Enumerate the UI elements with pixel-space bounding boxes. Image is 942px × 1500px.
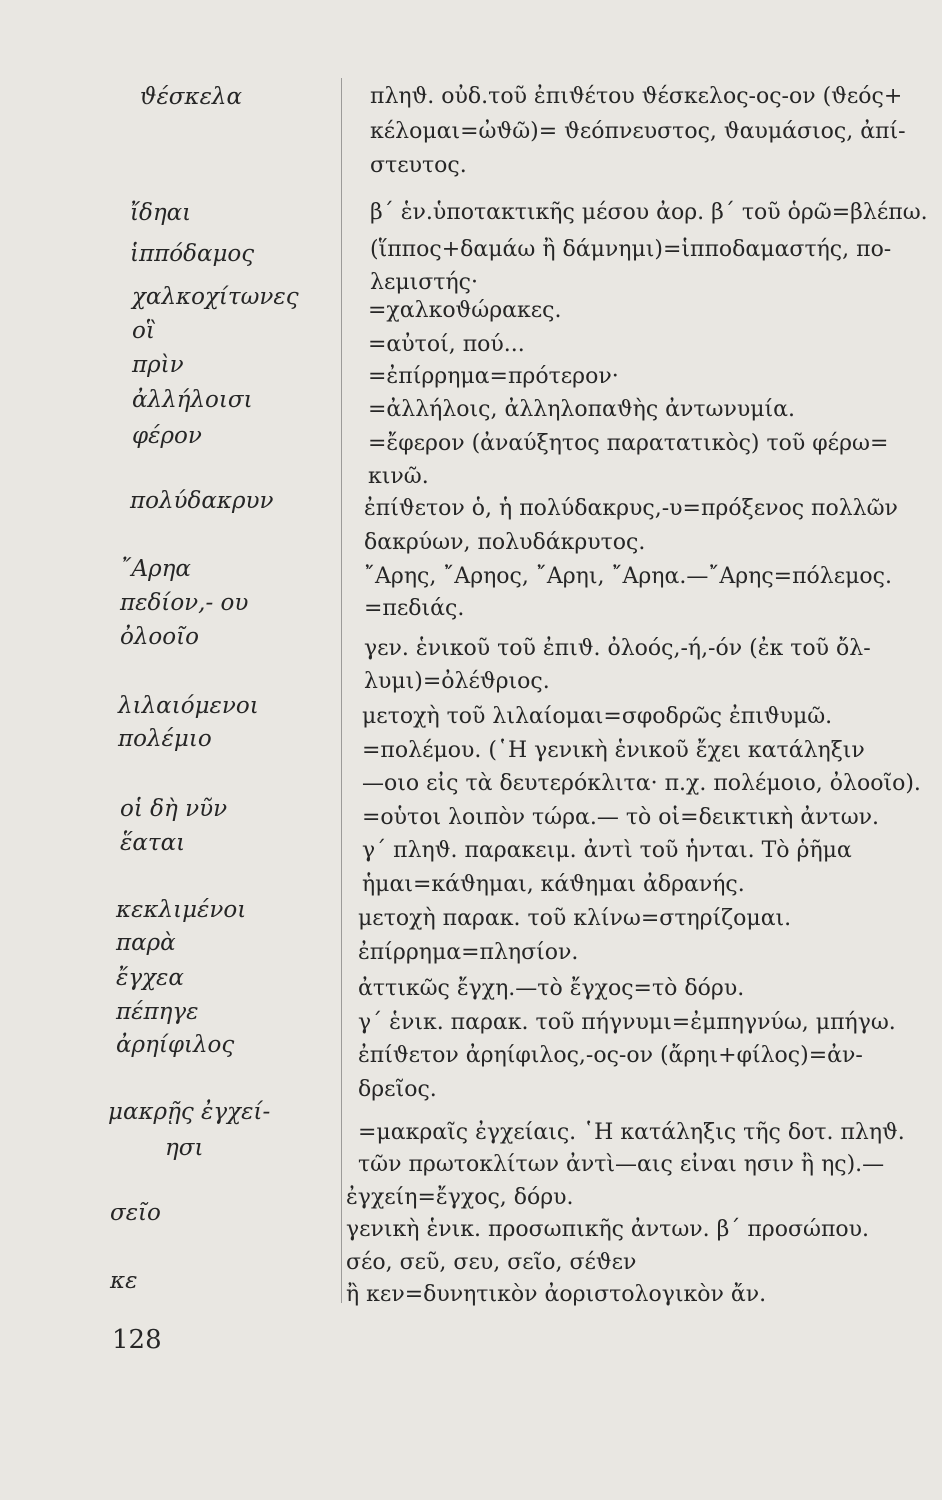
gloss-line: —οιο εἰς τὰ δευτερόκλιτα· π.χ. πολέμοιο, ὀλοοῖο). [362,771,921,796]
lemma: παρὰ [116,930,176,956]
lemma: πρὶν [132,352,184,378]
lemma: οἱ δὴ νῦν [120,796,228,822]
lemma: λιλαιόμενοι [118,693,259,719]
lemma: φέρον [132,423,202,449]
lemma: πέπηγε [116,999,199,1025]
gloss-line: =πεδιάς. [364,596,465,621]
gloss-line: =ἐπίρρημα=πρότερον· [368,364,619,389]
gloss-line: γεν. ἑνικοῦ τοῦ ἐπιϑ. ὀλοός,-ή,-όν (ἐκ τοῦ ὄλ- [364,636,871,661]
gloss-line: =αὐτοί, πού... [368,332,525,357]
lemma: ἕαται [120,830,186,856]
gloss-line: =χαλκοϑώρακες. [368,298,562,323]
lemma: ησι [165,1135,204,1161]
lemma: ἔγχεα [116,965,184,991]
page-number: 128 [112,1325,162,1355]
gloss-line: πληϑ. οὐδ.τοῦ ἐπιϑέτου ϑέσκελος-ος-ον (ϑεός+ [370,84,903,109]
gloss-line: γενικὴ ἑνικ. προσωπικῆς ἀντων. β΄ προσώπου. [346,1217,870,1242]
lemma: σεῖο [110,1200,161,1226]
lemma: ἴδηαι [130,200,192,226]
gloss-line: στευτος. [370,153,467,178]
gloss-line: ἧμαι=κάϑημαι, κάϑημαι ἀδρανής. [362,872,745,897]
gloss-line: ἐπίρρημα=πλησίον. [358,940,579,965]
gloss-line: =μακραῖς ἐγχείαις. ῾Η κατάληξις τῆς δοτ. πληϑ. [358,1120,905,1145]
lemma: ἱππόδαμος [130,241,255,267]
gloss-line: =πολέμου. (῾Η γενικὴ ἑνικοῦ ἔχει κατάληξιν [362,738,865,763]
gloss-line: δρεῖος. [358,1077,437,1102]
lemma: κε [110,1268,138,1294]
gloss-line: ἢ κεν=δυνητικὸν ἀοριστολογικὸν ἄν. [346,1282,767,1307]
lemma: χαλκοχίτωνες [132,284,299,310]
lemma: πεδίον,- ου [120,590,249,616]
lemma: πολύδακρυν [130,488,274,514]
gloss-line: =ἔφερον (ἀναύξητος παρατατικὸς) τοῦ φέρω= [368,431,889,456]
gloss-line: σέο, σεῦ, σευ, σεῖο, σέϑεν [346,1250,637,1275]
gloss-line: λεμιστής· [370,270,478,295]
lemma: ῎Αρηα [120,556,191,582]
gloss-line: =οὗτοι λοιπὸν τώρα.— τὸ οἱ=δεικτικὴ ἀντων. [362,805,880,830]
lemma: οἳ [132,318,155,344]
gloss-line: λυμι)=ὀλέϑριος. [364,669,550,694]
gloss-line: ἐπίϑετον ἀρηίφιλος,-ος-ον (ἄρηι+φίλος)=ἀν- [358,1043,863,1068]
gloss-line: γ΄ πληϑ. παρακειμ. ἀντὶ τοῦ ἧνται. Τὸ ῥῆμα [362,838,852,863]
gloss-line: ἐγχείη=ἔγχος, δόρυ. [346,1185,574,1210]
lemma: μακρῇς ἐγχεί- [108,1099,271,1125]
gloss-line: ῎Αρης, ῎Αρηος, ῎Αρηι, ῎Αρηα.—῎Αρης=πόλεμος. [364,564,892,589]
gloss-line: δακρύων, πολυδάκρυτος. [364,530,646,555]
lemma: ϑέσκελα [140,84,243,110]
gloss-line: κινῶ. [368,464,429,489]
lemma: πολέμιο [118,726,212,752]
gloss-line: =ἀλλήλοις, ἀλληλοπαϑὴς ἀντωνυμία. [368,397,795,422]
gloss-line: κέλομαι=ὠϑῶ)= ϑεόπνευστος, ϑαυμάσιος, ἀπί- [370,119,906,144]
gloss-line: τῶν πρωτοκλίτων ἀντὶ—αις εἶναι ησιν ἢ ης).— [358,1152,885,1177]
lemma: ἀλλήλοισι [132,387,253,413]
gloss-line: γ΄ ἑνικ. παρακ. τοῦ πήγνυμι=ἐμπηγνύω, μπήγω. [358,1010,896,1035]
gloss-line: (ἵππος+δαμάω ἢ δάμνημι)=ἱπποδαμαστής, πο- [370,237,892,262]
gloss-line: β΄ ἑν.ὑποτακτικῆς μέσου ἀορ. β΄ τοῦ ὁρῶ=βλέπω. [370,200,928,225]
gloss-line: ἀττικῶς ἔγχη.—τὸ ἔγχος=τὸ δόρυ. [358,976,745,1001]
lemma: κεκλιμένοι [116,897,247,923]
lemma: ὀλοοῖο [120,624,199,650]
gloss-line: μετοχὴ παρακ. τοῦ κλίνω=στηρίζομαι. [358,906,792,931]
lemma: ἀρηίφιλος [116,1032,235,1058]
gloss-line: μετοχὴ τοῦ λιλαίομαι=σφοδρῶς ἐπιϑυμῶ. [362,704,833,729]
gloss-line: ἐπίϑετον ὁ, ἡ πολύδακρυς,-υ=πρόξενος πολλῶν [364,496,898,521]
